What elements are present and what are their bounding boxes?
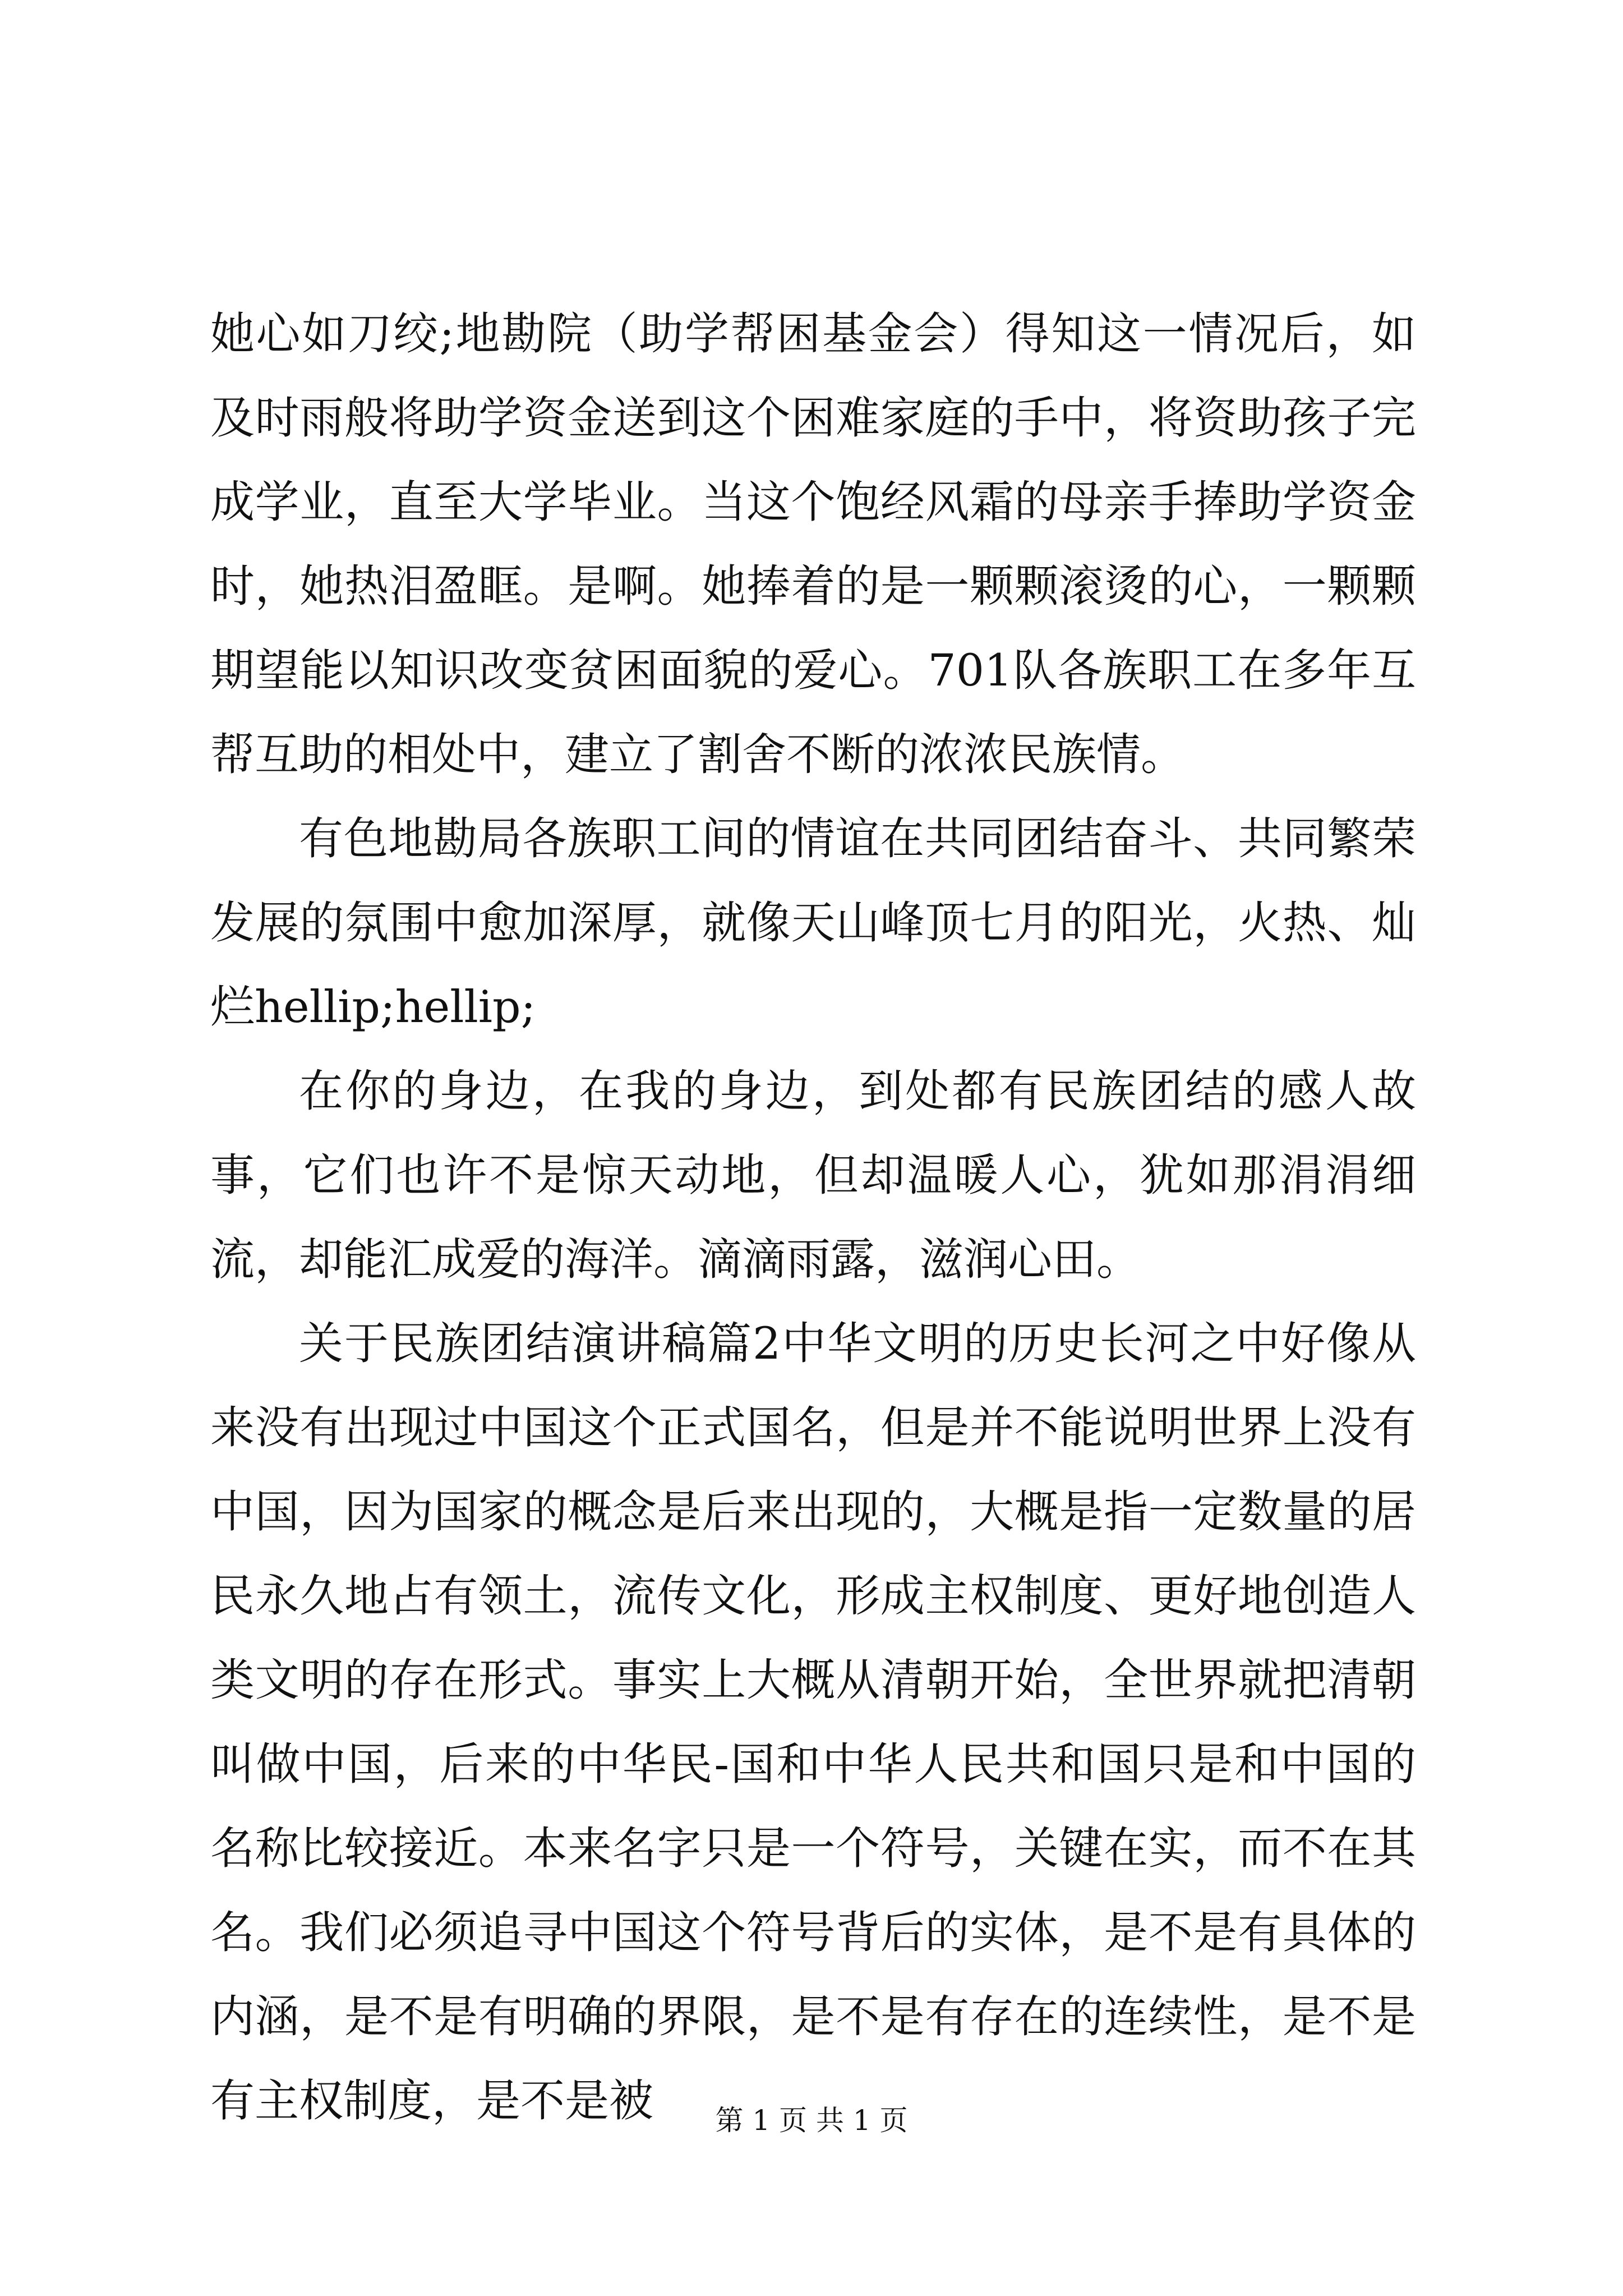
paragraph: 在你的身边，在我的身边，到处都有民族团结的感人故事，它们也许不是惊天动地，但却温暖人心，犹如那涓涓细流，却能汇成爱的海洋。滴滴雨露，滋润心田。: [210, 1065, 1416, 1285]
document-body: [210, 292, 1416, 2143]
page-footer: 第 1 页 共 1 页: [715, 2104, 908, 2137]
paragraph: 关于民族团结演讲稿篇2中华文明的历史长河之中好像从来没有出现过中国这个正式国名，但是并不能说明世界上没有中国，因为国家的概念是后来出现的，大概是指一定数量的居民永久地占有领土，流传文化，形成主权制度、更好地创造人类文明的存在形式。事实上大概从清朝开始，全世界就把清朝叫做中国，后来的中华民-国和中华人民共和国只是和中国的名称比较接近。本来名字只是一个符号，关键在实，而不在其名。我们必须追寻中国这个符号背后的实体，是不是有具体的内涵，是不是有明确的界限，是不是有存在的连续性，是不是有主权制度，是不是被: [210, 1318, 1416, 2127]
paragraph: 有色地勘局各族职工间的情谊在共同团结奋斗、共同繁荣发展的氛围中愈加深厚，就像天山峰顶七月的阳光，火热、灿烂hellip;hellip;: [210, 813, 1416, 1033]
paragraph-continued: 她心如刀绞;地勘院（助学帮困基金会）得知这一情况后，如及时雨般将助学资金送到这个困难家庭的手中，将资助孩子完成学业，直至大学毕业。当这个饱经风霜的母亲手捧助学资金时，她热泪盈眶。是啊。她捧着的是一颗颗滚烫的心，一颗颗期望能以知识改变贫困面貌的爱心。701队各族职工在多年互帮互助的相处中，建立了割舍不断的浓浓民族情。: [210, 308, 1416, 780]
